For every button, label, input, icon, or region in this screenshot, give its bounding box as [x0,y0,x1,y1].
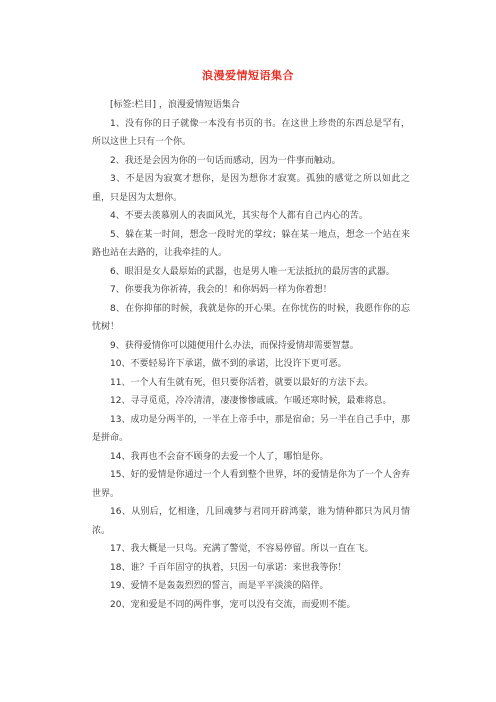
paragraph-13: 13、成功是分两半的，一半在上帝手中，那是宿命；另一半在自己手中，那是拼命。 [92,414,410,443]
paragraph-12: 12、寻寻觅觅，冷冷清清，凄凄惨惨戚戚。乍暖还寒时候，最难将息。 [110,396,392,406]
paragraph-9: 9、获得爱情你可以随便用什么办法，而保持爱情却需要智慧。 [110,340,359,351]
paragraph-7: 7、你要我为你祈祷，我会的！和你妈妈一样为你着想！ [110,285,332,295]
paragraph-15: 15、好的爱情是你通过一个人看到整个世界，坏的爱情是你为了一个人舍弃世界。 [92,470,410,499]
paragraph-18: 18、谁？千百年固守的执着，只因一句承诺：来世我等你！ [110,562,347,573]
document-title: 浪漫爱情短语集合 [202,69,294,82]
paragraph-3: 3、不是因为寂寞才想你，是因为想你才寂寞。孤独的感觉之所以如此之重，只是因为太想你。 [92,174,410,203]
paragraph-14: 14、我再也不会奋不顾身的去爱一个人了，哪怕是你。 [110,451,329,462]
paragraph-5: 5、躲在某一时间，想念一段时光的掌纹；躲在某一地点，想念一个站在来路也站在去路的，让我牵挂的人。 [92,229,410,258]
paragraph-17: 17、我大概是一只鸟。充满了警觉，不容易停留。所以一直在飞。 [110,544,374,554]
paragraph-8: 8、在你抑郁的时候，我就是你的开心果。在你忧伤的时候，我愿作你的忘忧树！ [92,303,410,332]
paragraph-4: 4、不要去羡慕别人的表面风光，其实每个人都有自己内心的苦。 [110,211,368,221]
paragraph-2: 2、我还是会因为你的一句话而感动，因为一件事而触动。 [110,155,341,166]
paragraph-11: 11、一个人有生就有死，但只要你活着，就要以最好的方法下去。 [110,377,374,388]
paragraph-20: 20、宠和爱是不同的两件事，宠可以没有交流，而爱则不能。 [110,599,356,610]
document-body [92,96,410,614]
paragraph-6: 6、眼泪是女人最原始的武器，也是男人唯一无法抵抗的最厉害的武器。 [110,266,395,277]
paragraph-19: 19、爱情不是轰轰烈烈的誓言，而是平平淡淡的陪伴。 [110,581,329,591]
paragraph-16: 16、从别后，忆相逢，几回魂梦与君同开辟鸿蒙，谁为情种都只为风月情浓。 [92,507,410,536]
paragraph-10: 10、不要轻易许下承诺，做不到的承诺，比没许下更可恶。 [110,359,347,369]
intro-line: [标签:栏目] ，浪漫爱情短语集合 [110,100,240,110]
paragraph-1: 1、没有你的日子就像一本没有书页的书。在这世上珍贵的东西总是罕有，所以这世上只有一个你。 [92,118,410,147]
